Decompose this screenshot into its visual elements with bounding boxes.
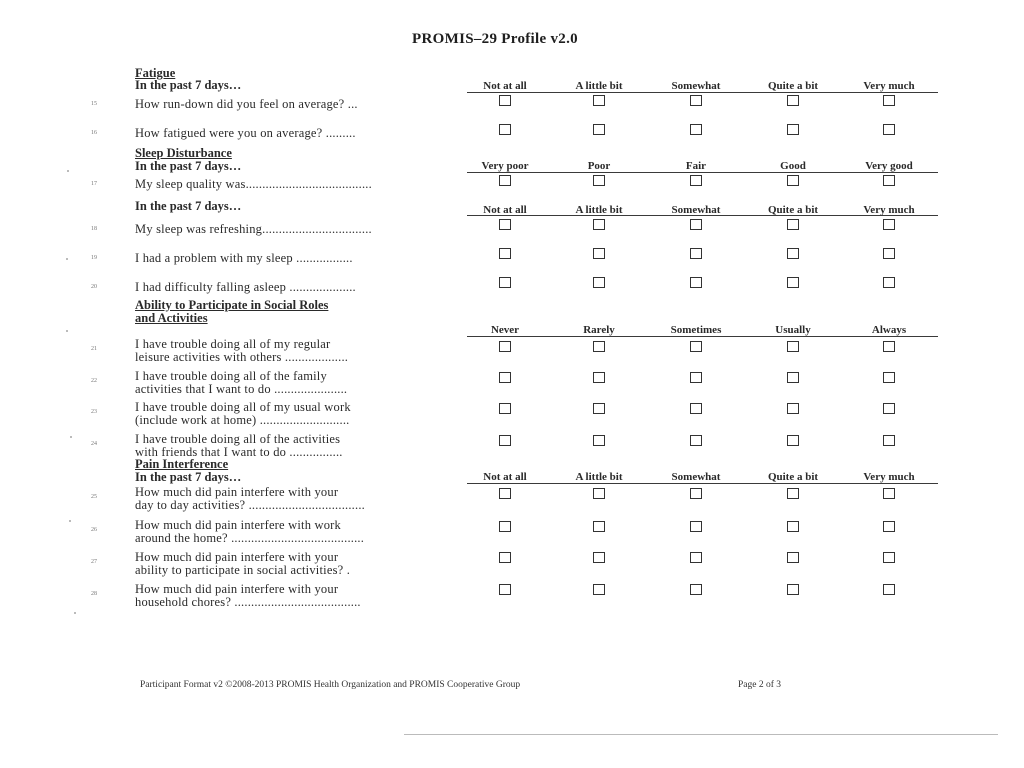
response-checkbox[interactable] xyxy=(690,219,702,230)
question-number: 15 xyxy=(91,101,97,107)
question-text: I have trouble doing all of the family xyxy=(135,369,327,383)
response-checkbox[interactable] xyxy=(499,521,511,532)
response-checkbox[interactable] xyxy=(593,488,605,499)
response-checkbox[interactable] xyxy=(593,124,605,135)
question-number: 22 xyxy=(91,378,97,384)
response-checkbox[interactable] xyxy=(690,488,702,499)
question-number: 18 xyxy=(91,226,97,232)
response-checkbox[interactable] xyxy=(499,95,511,106)
question-text: My sleep quality was...................................... xyxy=(135,177,372,191)
question-number: 19 xyxy=(91,255,97,261)
response-option-header: Never xyxy=(490,324,520,336)
response-checkbox[interactable] xyxy=(883,584,895,595)
question-number: 16 xyxy=(91,130,97,136)
response-option-header: Sometimes xyxy=(670,324,722,336)
footer-page-number: Page 2 of 3 xyxy=(738,680,782,690)
question-text: ability to participate in social activities? . xyxy=(135,562,351,577)
question-number: 28 xyxy=(91,591,97,597)
response-checkbox[interactable] xyxy=(593,95,605,106)
response-checkbox[interactable] xyxy=(499,219,511,230)
question-number: 20 xyxy=(91,284,97,290)
response-option-header: Not at all xyxy=(483,471,527,483)
response-checkbox[interactable] xyxy=(593,341,605,352)
response-checkbox[interactable] xyxy=(499,124,511,135)
response-option-header: Quite a bit xyxy=(767,80,819,92)
response-checkbox[interactable] xyxy=(593,521,605,532)
response-option-header: Quite a bit xyxy=(767,471,819,483)
header-rule xyxy=(467,215,938,216)
recall-period-label: In the past 7 days… xyxy=(135,199,242,213)
section-heading-social: and Activities xyxy=(135,311,208,325)
question-text: My sleep was refreshing................................. xyxy=(135,222,372,236)
question-text: household chores? ...................................... xyxy=(135,594,361,609)
response-checkbox[interactable] xyxy=(787,521,799,532)
question-text: How fatigued were you on average? ......... xyxy=(135,126,356,140)
response-checkbox[interactable] xyxy=(593,372,605,383)
response-checkbox[interactable] xyxy=(787,403,799,414)
response-option-header: Somewhat xyxy=(671,204,721,216)
question-text: (include work at home) ........................... xyxy=(135,412,350,427)
response-checkbox[interactable] xyxy=(787,248,799,259)
recall-period-label: In the past 7 days… xyxy=(135,159,242,173)
response-checkbox[interactable] xyxy=(883,219,895,230)
response-checkbox[interactable] xyxy=(499,584,511,595)
question-number: 25 xyxy=(91,494,97,500)
question-text: I have trouble doing all of my usual work xyxy=(135,400,351,414)
response-checkbox[interactable] xyxy=(883,488,895,499)
response-option-header: Somewhat xyxy=(671,80,721,92)
question-text: activities that I want to do ...................... xyxy=(135,381,348,396)
response-option-header: Good xyxy=(780,160,806,172)
response-checkbox[interactable] xyxy=(499,372,511,383)
response-option-header: Very good xyxy=(865,160,913,172)
header-rule xyxy=(467,483,938,484)
response-checkbox[interactable] xyxy=(883,372,895,383)
response-checkbox[interactable] xyxy=(690,341,702,352)
response-option-header: A little bit xyxy=(575,204,623,216)
response-checkbox[interactable] xyxy=(499,248,511,259)
question-text: How much did pain interfere with your xyxy=(135,582,339,596)
recall-period-label: In the past 7 days… xyxy=(135,78,242,92)
response-checkbox[interactable] xyxy=(690,277,702,288)
response-checkbox[interactable] xyxy=(883,552,895,563)
footer-copyright: Participant Format v2 ©2008-2013 PROMIS Health Organization and PROMIS Cooperative Group xyxy=(140,680,521,690)
scan-speck xyxy=(70,436,72,438)
scan-speck xyxy=(74,612,76,614)
section-heading-fatigue: Fatigue xyxy=(135,66,176,80)
response-checkbox[interactable] xyxy=(690,372,702,383)
header-rule xyxy=(467,92,938,93)
scan-speck xyxy=(67,170,69,172)
response-checkbox[interactable] xyxy=(787,552,799,563)
response-checkbox[interactable] xyxy=(499,552,511,563)
question-text: How much did pain interfere with your xyxy=(135,550,339,564)
response-checkbox[interactable] xyxy=(787,372,799,383)
response-checkbox[interactable] xyxy=(499,277,511,288)
response-checkbox[interactable] xyxy=(593,248,605,259)
response-checkbox[interactable] xyxy=(883,175,895,186)
question-text: I have trouble doing all of my regular xyxy=(135,337,331,351)
response-checkbox[interactable] xyxy=(690,552,702,563)
response-checkbox[interactable] xyxy=(690,175,702,186)
response-checkbox[interactable] xyxy=(883,95,895,106)
response-checkbox[interactable] xyxy=(593,552,605,563)
response-checkbox[interactable] xyxy=(690,124,702,135)
response-checkbox[interactable] xyxy=(690,403,702,414)
response-checkbox[interactable] xyxy=(499,175,511,186)
section-heading-pain: Pain Interference xyxy=(135,457,229,471)
recall-period-label: In the past 7 days… xyxy=(135,470,242,484)
response-checkbox[interactable] xyxy=(787,124,799,135)
response-option-header: Very poor xyxy=(481,160,529,172)
response-option-header: Rarely xyxy=(583,324,615,336)
response-option-header: Fair xyxy=(685,160,707,172)
question-text: I have trouble doing all of the activities xyxy=(135,432,341,446)
question-text: leisure activities with others ................... xyxy=(135,349,349,364)
response-option-header: Somewhat xyxy=(671,471,721,483)
response-checkbox[interactable] xyxy=(883,248,895,259)
question-text: I had a problem with my sleep ................. xyxy=(135,251,353,265)
question-text: How much did pain interfere with your xyxy=(135,485,339,499)
scan-speck xyxy=(66,258,68,260)
question-number: 23 xyxy=(91,409,97,415)
question-text: with friends that I want to do ................ xyxy=(135,444,343,459)
response-option-header: Usually xyxy=(775,324,811,336)
response-checkbox[interactable] xyxy=(787,95,799,106)
response-option-header: Quite a bit xyxy=(767,204,819,216)
response-option-header: Very much xyxy=(863,80,915,92)
response-option-header: A little bit xyxy=(575,471,623,483)
section-heading-social: Ability to Participate in Social Roles xyxy=(135,298,329,312)
response-checkbox[interactable] xyxy=(787,488,799,499)
response-checkbox[interactable] xyxy=(787,341,799,352)
response-option-header: Not at all xyxy=(483,80,527,92)
section-heading-sleep: Sleep Disturbance xyxy=(135,146,232,160)
response-checkbox[interactable] xyxy=(883,521,895,532)
response-checkbox[interactable] xyxy=(593,219,605,230)
response-option-header: Always xyxy=(871,324,907,336)
question-text: around the home? ........................................ xyxy=(135,530,365,545)
response-checkbox[interactable] xyxy=(593,403,605,414)
response-option-header: Very much xyxy=(863,204,915,216)
response-checkbox[interactable] xyxy=(499,403,511,414)
response-checkbox[interactable] xyxy=(499,435,511,446)
response-checkbox[interactable] xyxy=(499,488,511,499)
scan-speck xyxy=(69,520,71,522)
question-number: 17 xyxy=(91,181,97,187)
response-checkbox[interactable] xyxy=(690,248,702,259)
response-option-header: A little bit xyxy=(575,80,623,92)
question-number: 27 xyxy=(91,559,97,565)
response-checkbox[interactable] xyxy=(883,124,895,135)
response-checkbox[interactable] xyxy=(787,277,799,288)
response-checkbox[interactable] xyxy=(883,403,895,414)
response-checkbox[interactable] xyxy=(787,435,799,446)
response-checkbox[interactable] xyxy=(787,219,799,230)
header-rule xyxy=(467,336,938,337)
question-number: 21 xyxy=(91,346,97,352)
response-checkbox[interactable] xyxy=(593,435,605,446)
response-checkbox[interactable] xyxy=(883,341,895,352)
response-checkbox[interactable] xyxy=(593,277,605,288)
response-checkbox[interactable] xyxy=(787,584,799,595)
response-checkbox[interactable] xyxy=(690,95,702,106)
response-option-header: Very much xyxy=(863,471,915,483)
question-number: 24 xyxy=(91,441,97,447)
question-text: How run-down did you feel on average? ... xyxy=(135,97,358,111)
form-title: PROMIS–29 Profile v2.0 xyxy=(412,31,578,47)
question-number: 26 xyxy=(91,527,97,533)
response-checkbox[interactable] xyxy=(787,175,799,186)
response-option-header: Poor xyxy=(587,160,611,172)
question-text: How much did pain interfere with work xyxy=(135,518,341,532)
response-checkbox[interactable] xyxy=(690,435,702,446)
header-rule xyxy=(467,172,938,173)
question-text: I had difficulty falling asleep .................... xyxy=(135,280,356,294)
response-checkbox[interactable] xyxy=(593,584,605,595)
response-checkbox[interactable] xyxy=(499,341,511,352)
response-option-header: Not at all xyxy=(483,204,527,216)
response-checkbox[interactable] xyxy=(883,277,895,288)
response-checkbox[interactable] xyxy=(593,175,605,186)
response-checkbox[interactable] xyxy=(690,584,702,595)
question-text: day to day activities? ................................... xyxy=(135,497,365,512)
scan-speck xyxy=(66,330,68,332)
scan-edge-line xyxy=(404,734,998,735)
response-checkbox[interactable] xyxy=(690,521,702,532)
response-checkbox[interactable] xyxy=(883,435,895,446)
